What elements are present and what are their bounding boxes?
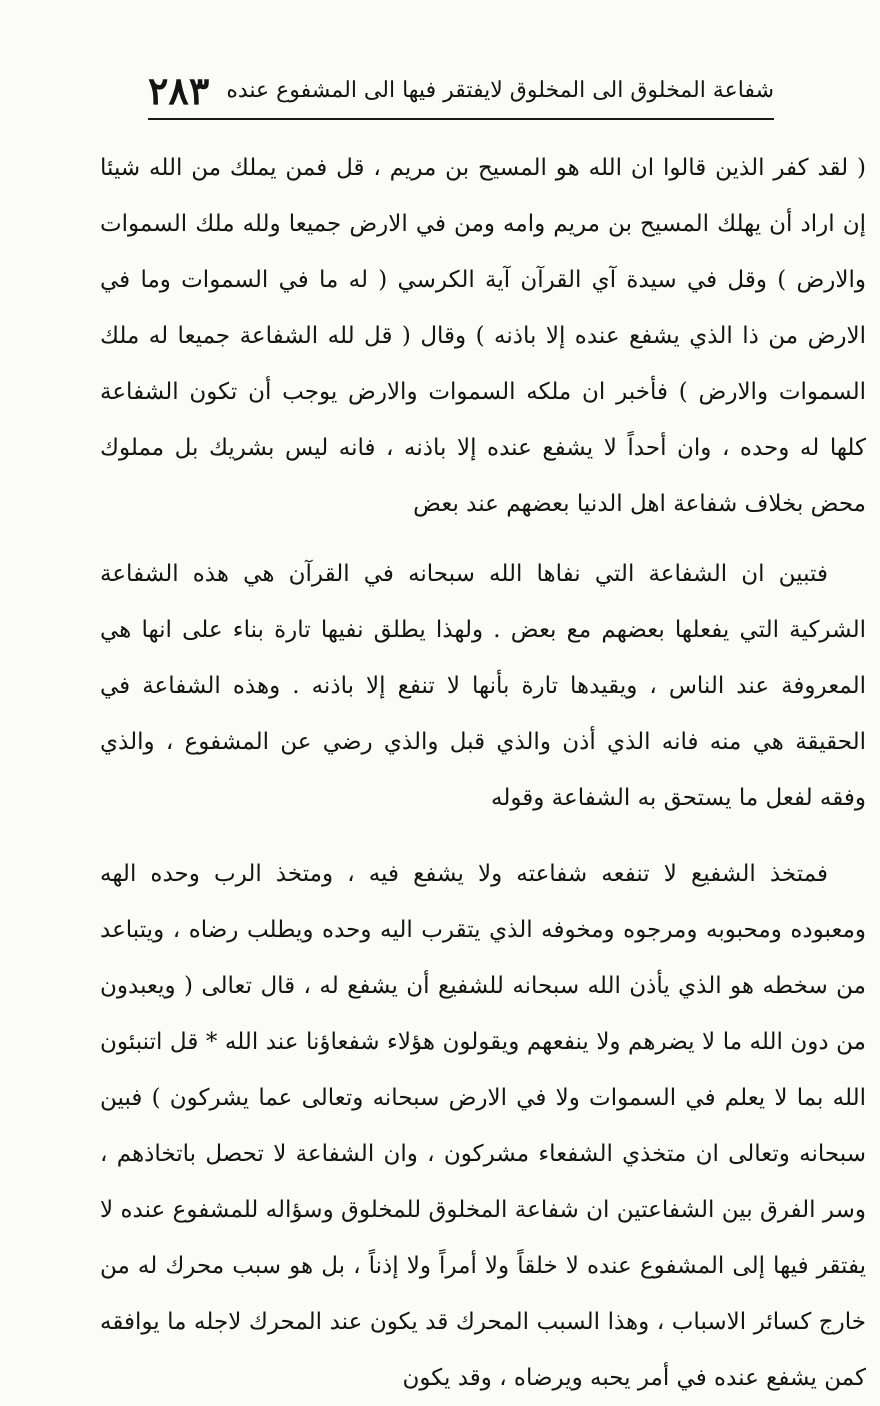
paragraph-1: ( لقد كفر الذين قالوا ان الله هو المسيح بن مريم ، قل فمن يملك من الله شيئا إن اراد أن يهلك المسيح بن مريم وامه ومن في الارض جميعا ولله ملك السموات والارض ) وقل في سيدة آي القرآن آية الكرسي ( له ما في السموات وما في الارض من ذا الذي يشفع عنده إلا باذنه ) وقال ( قل لله الشفاعة جميعا له ملك السموات والارض ) فأخبر ان ملكه السموات والارض يوجب أن تكون الشفاعة كلها له وحده ، وان أحداً لا يشفع عنده إلا باذنه ، فانه ليس بشريك بل مملوك محض بخلاف شفاعة اهل الدنيا بعضهم عند بعض [100,155,866,517]
page-body [100,140,866,1406]
paragraph-3: فمتخذ الشفيع لا تنفعه شفاعته ولا يشفع فيه ، ومتخذ الرب وحده الهه ومعبوده ومحبوبه ومرجوه ومخوفه الذي يتقرب اليه وحده ويطلب رضاه ، ويتباعد من سخطه هو الذي يأذن الله سبحانه للشفيع أن يشفع له ، قال تعالى ( ويعبدون من دون الله ما لا يضرهم ولا ينفعهم ويقولون هؤلاء شفعاؤنا عند الله * قل اتنبئون الله بما لا يعلم في السموات ولا في الارض سبحانه وتعالى عما يشركون ) فبين سبحانه وتعالى ان متخذي الشفعاء مشركون ، وان الشفاعة لا تحصل باتخاذهم ، وسر الفرق بين الشفاعتين ان شفاعة المخلوق للمخلوق وسؤاله للمشفوع عنده لا يفتقر فيها إلى المشفوع عنده لا خلقاً ولا أمراً ولا إذناً ، بل هو سبب محرك له من خارج كسائر الاسباب ، وهذا السبب المحرك قد يكون عند المحرك لاجله ما يوافقه كمن يشفع عنده في أمر يحبه ويرضاه ، وقد يكون [100,861,866,1391]
page-number: ٢٨٣ [148,67,210,113]
paragraph-2: فتبين ان الشفاعة التي نفاها الله سبحانه في القرآن هي هذه الشفاعة الشركية التي يفعلها بعضهم مع بعض . ولهذا يطلق نفيها تارة بناء على انها هي المعروفة عند الناس ، ويقيدها تارة بأنها لا تنفع إلا باذنه . وهذه الشفاعة في الحقيقة هي منه فانه الذي أذن والذي قبل والذي رضي عن المشفوع ، والذي وفقه لفعل ما يستحق به الشفاعة وقوله [100,561,866,811]
running-title: شفاعة المخلوق الى المخلوق لايفتقر فيها الى المشفوع عنده [226,77,774,103]
header-rule [148,118,774,120]
page-header [148,64,774,116]
